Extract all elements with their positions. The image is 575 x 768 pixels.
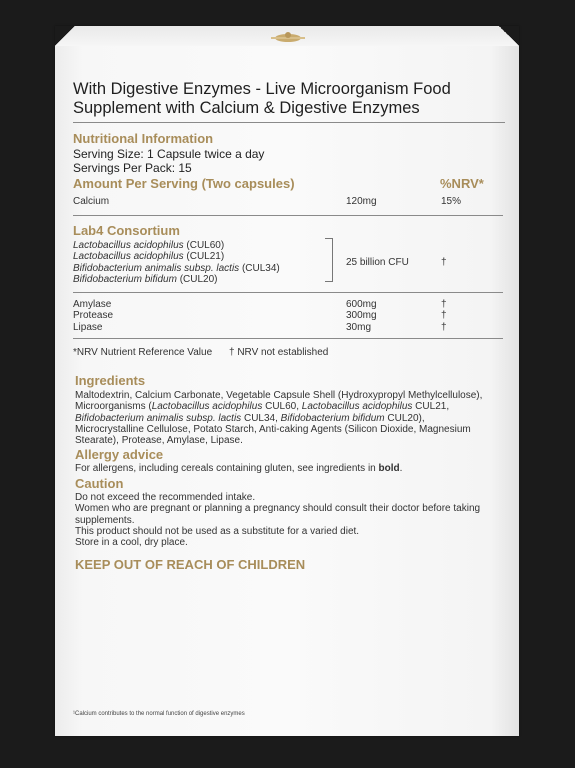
- amount-per-serving-header: Amount Per Serving (Two capsules): [73, 176, 295, 191]
- title-divider: [73, 122, 505, 123]
- enzyme-nrvs: [441, 299, 447, 333]
- product-title: With Digestive Enzymes - Live Microorganism Food Supplement with Calcium & Digestive Enzymes: [73, 80, 451, 117]
- enzyme-name: Amylase: [73, 299, 112, 310]
- enzyme-amount: 600mg: [346, 299, 377, 310]
- enzyme-names: [73, 299, 113, 333]
- strain-item: Bifidobacterium animalis subsp. lactis (CUL34): [73, 262, 280, 274]
- enzyme-name: Lipase: [73, 321, 103, 333]
- nutrition-heading: Nutritional Information: [73, 131, 214, 146]
- calcium-nrv: 15%: [441, 196, 462, 207]
- nrv-header: %NRV*: [440, 176, 484, 191]
- keep-out-warning: KEEP OUT OF REACH OF CHILDREN: [75, 557, 306, 572]
- enzyme-nrv: †: [441, 310, 447, 322]
- caution-heading: Caution: [75, 476, 124, 491]
- serving-size: Serving Size: 1 Capsule twice a day: [73, 147, 265, 161]
- allergy-text: For allergens, including cereals containing gluten, see ingredients in bold.: [75, 463, 403, 474]
- ingredients-text: Maltodextrin, Calcium Carbonate, Vegetable Capsule Shell (Hydroxypropyl Methylcellulose), Microorganisms (Lactobacillus acidophilus CUL60, Lactobacillus acidophilus CUL21, Bifidobacterium animalis subsp. lactis CUL34, Bifidobacterium bifidum CUL20), Microcrystalline Cellulose, Potato Starch, Anti-caking Agents (Silicon Dioxide, Magnesium Stearate), Protease, Amylase, Lipase.: [75, 390, 483, 447]
- consortium-heading: Lab4 Consortium: [73, 223, 180, 238]
- strain-item: Lactobacillus acidophilus (CUL60): [73, 240, 225, 251]
- caution-line: Do not exceed the recommended intake.: [75, 492, 256, 503]
- consortium-amount: 25 billion CFU: [346, 257, 409, 268]
- strain-bracket: [325, 238, 333, 282]
- nrv-footnote: *NRV Nutrient Reference Value: [73, 347, 213, 358]
- caution-line: This product should not be used as a substitute for a varied diet.: [75, 525, 360, 537]
- caution-line: Store in a cool, dry place.: [75, 537, 188, 549]
- dagger-footnote: † NRV not established: [229, 347, 329, 358]
- brand-logo-icon: [261, 30, 315, 44]
- allergy-heading: Allergy advice: [75, 447, 164, 462]
- enzyme-name: Protease: [73, 310, 114, 322]
- strain-list: [73, 240, 280, 285]
- ingredients-heading: Ingredients: [75, 373, 146, 388]
- caution-text: [75, 492, 495, 548]
- calcium-name: Calcium: [73, 196, 110, 207]
- enzyme-amount: 300mg: [346, 310, 377, 322]
- enzyme-amounts: [346, 299, 377, 333]
- consortium-nrv: †: [441, 257, 447, 268]
- enzyme-nrv: †: [441, 321, 447, 333]
- calcium-amount: 120mg: [346, 196, 377, 207]
- flap-notch-left: [55, 26, 75, 46]
- servings-per-pack: Servings Per Pack: 15: [73, 161, 192, 175]
- calcium-claim-footnote: ¹Calcium contributes to the normal function of digestive enzymes: [73, 711, 245, 717]
- caution-line: Women who are pregnant or planning a pregnancy should consult their doctor before taking supplements.: [75, 503, 481, 526]
- strain-item: Bifidobacterium bifidum (CUL20): [73, 273, 218, 285]
- enzyme-amount: 30mg: [346, 321, 372, 333]
- calcium-divider: [73, 215, 503, 216]
- flap-notch-right: [499, 26, 519, 46]
- enzyme-divider: [73, 338, 503, 339]
- strain-item: Lactobacillus acidophilus (CUL21): [73, 251, 225, 263]
- enzyme-nrv: †: [441, 299, 447, 310]
- consortium-divider: [73, 292, 503, 293]
